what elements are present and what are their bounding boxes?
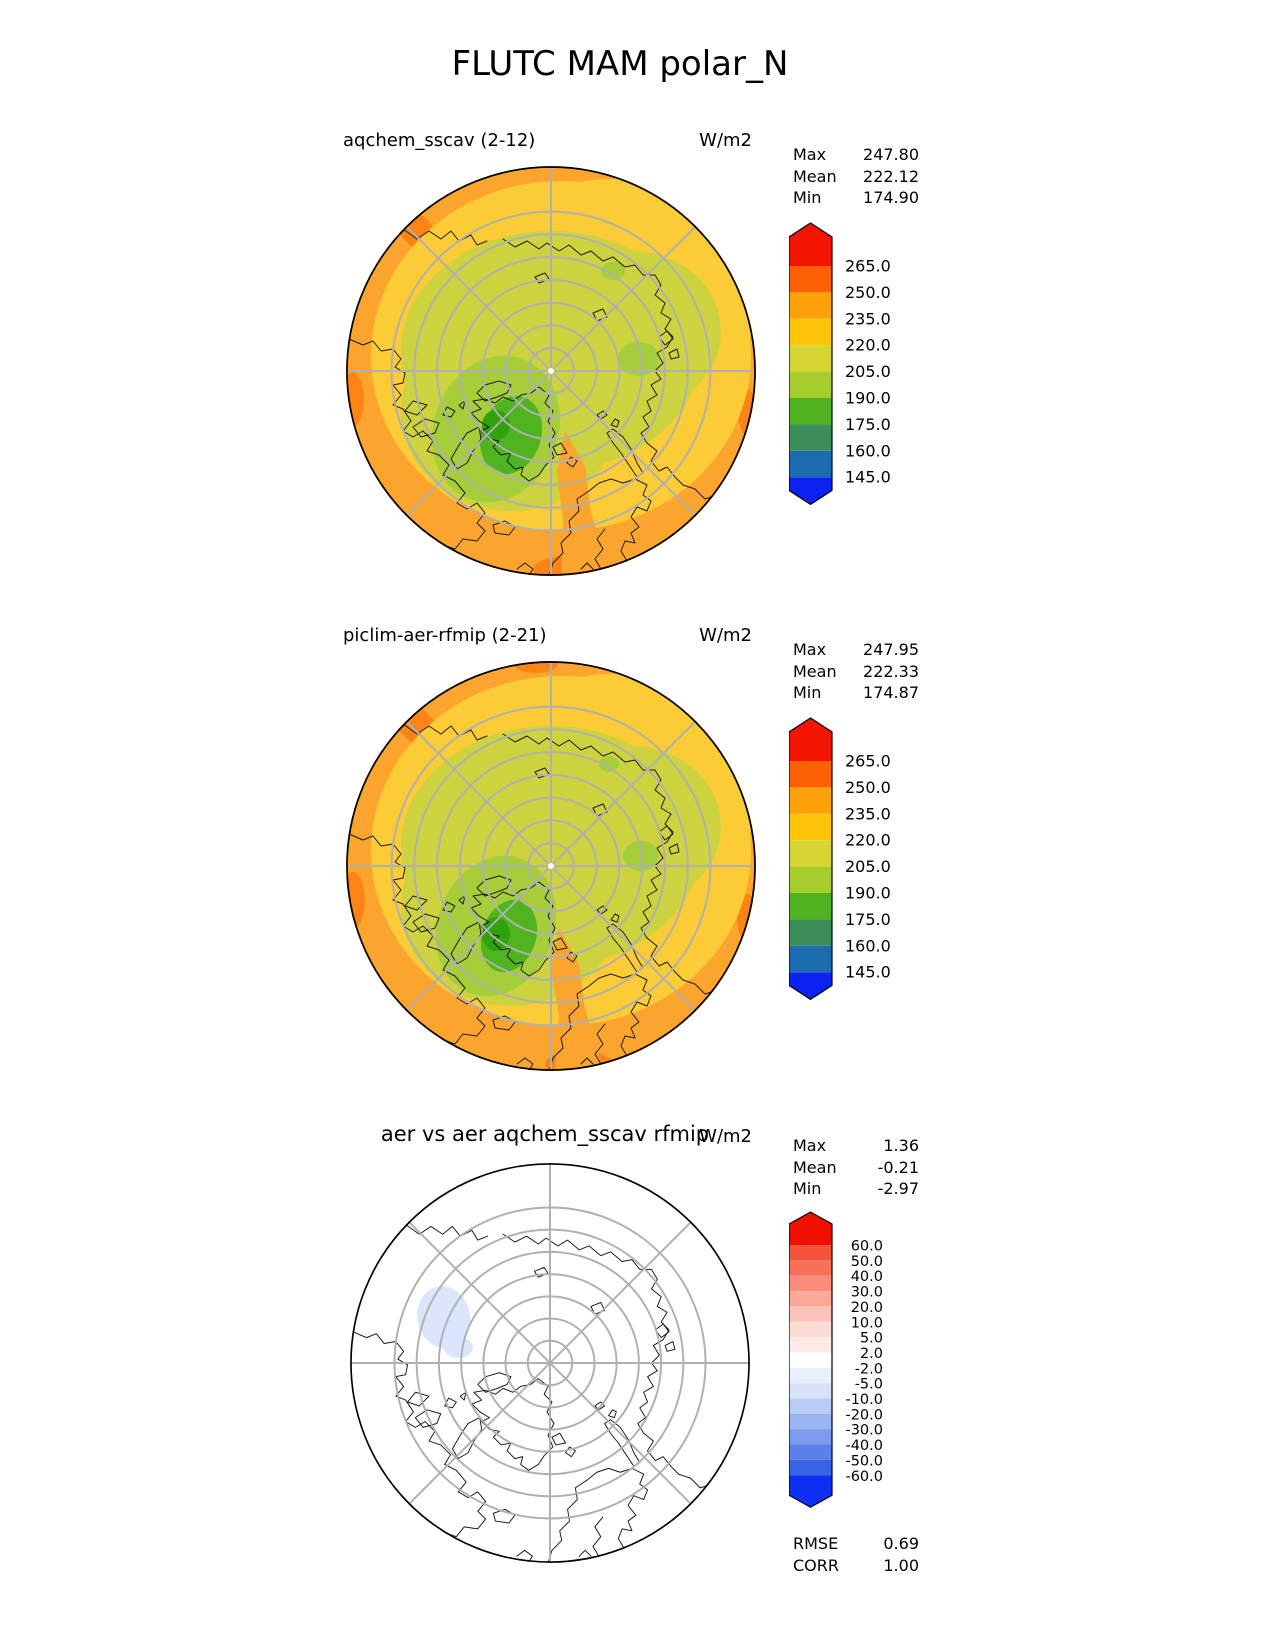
- colorbar-tick-label: 40.0: [850, 1269, 883, 1286]
- colorbar-segment: [789, 398, 832, 424]
- panel1-title: aqchem_sscav (2-12): [343, 130, 536, 151]
- stat-row: Mean -0.21: [793, 1157, 919, 1177]
- colorbar-tick-label: 220.0: [845, 335, 891, 355]
- stat-row: CORR 1.00: [793, 1555, 919, 1575]
- stat-row: Mean 222.33: [793, 661, 919, 681]
- stat-row: Max 247.95: [793, 640, 919, 659]
- panel3-skill-scores: [793, 1533, 919, 1576]
- colorbar-segment: [789, 1212, 832, 1245]
- colorbar-tick-label: 30.0: [850, 1284, 883, 1301]
- colorbar-segment: [789, 1429, 832, 1444]
- figure-title: FLUTC MAM polar_N: [451, 44, 789, 84]
- panel3-stats: [793, 1135, 919, 1200]
- colorbar-segment: [789, 477, 832, 504]
- panel2-stats: [793, 639, 919, 704]
- colorbar-tick-label: 160.0: [845, 936, 891, 956]
- colorbar-tick-label: -5.0: [854, 1376, 883, 1393]
- colorbar-tick-label: 145.0: [845, 962, 891, 982]
- polar-map-1: [346, 166, 756, 576]
- colorbar-segment: [789, 946, 832, 972]
- colorbar-segment: [789, 451, 832, 477]
- colorbar-segment: [789, 1245, 832, 1260]
- colorbar-1: [789, 218, 919, 514]
- colorbar-segment: [789, 266, 832, 292]
- colorbar-tick-label: 250.0: [845, 777, 891, 797]
- colorbar-segment: [789, 1399, 832, 1414]
- colorbar-tick-label: -30.0: [845, 1422, 883, 1439]
- colorbar-segment: [789, 893, 832, 919]
- colorbar-tick-label: 10.0: [850, 1315, 883, 1332]
- stat-row: RMSE 0.69: [793, 1534, 919, 1553]
- stat-row: Max 1.36: [793, 1136, 919, 1155]
- colorbar-segment: [789, 1475, 832, 1507]
- colorbar-tick-label: -50.0: [845, 1453, 883, 1470]
- colorbar-segment: [789, 718, 832, 761]
- stat-row: Min 174.87: [793, 683, 919, 702]
- panel3-units-label: W/m2: [699, 1126, 752, 1147]
- colorbar-segment: [789, 345, 832, 371]
- panel2-title: piclim-aer-rfmip (2-21): [343, 625, 547, 646]
- colorbar-segment: [789, 1306, 832, 1321]
- colorbar-segment: [789, 1260, 832, 1275]
- colorbar-tick-label: 235.0: [845, 804, 891, 824]
- colorbar-segment: [789, 1383, 832, 1398]
- panel1-stats: [793, 144, 919, 209]
- colorbar-tick-label: 205.0: [845, 362, 891, 382]
- stat-row: Mean 222.12: [793, 166, 919, 186]
- colorbar-tick-label: -10.0: [845, 1392, 883, 1408]
- colorbar-segment: [789, 1291, 832, 1306]
- colorbar-tick-label: 220.0: [845, 830, 891, 850]
- colorbar-segment: [789, 867, 832, 893]
- colorbar-segment: [789, 972, 832, 999]
- colorbar-tick-label: 190.0: [845, 883, 891, 903]
- colorbar-segment: [789, 319, 832, 345]
- colorbar-segment: [789, 840, 832, 866]
- polar-map-2: [346, 661, 756, 1071]
- stat-row: Min -2.97: [793, 1179, 919, 1198]
- colorbar-segment: [789, 223, 832, 266]
- colorbar-tick-label: -40.0: [845, 1438, 883, 1455]
- colorbar-segment: [789, 1352, 832, 1367]
- colorbar-tick-label: 250.0: [845, 282, 891, 302]
- colorbar-segment: [789, 787, 832, 813]
- colorbar-3: [789, 1207, 919, 1517]
- colorbar-tick-label: 2.0: [859, 1345, 883, 1362]
- panel3-title: aer vs aer aqchem_sscav rfmip: [380, 1122, 710, 1146]
- colorbar-tick-label: 50.0: [850, 1253, 883, 1270]
- polar-map-3: [350, 1163, 750, 1563]
- colorbar-tick-label: 145.0: [845, 467, 891, 487]
- stat-row: Min 174.90: [793, 188, 919, 207]
- pole-dot: [548, 368, 554, 374]
- colorbar-segment: [789, 1445, 832, 1460]
- colorbar-tick-label: 175.0: [845, 414, 891, 434]
- colorbar-tick-label: 265.0: [845, 751, 891, 771]
- colorbar-segment: [789, 1460, 832, 1475]
- colorbar-segment: [789, 761, 832, 787]
- colorbar-tick-label: 265.0: [845, 256, 891, 276]
- colorbar-tick-label: -2.0: [854, 1361, 883, 1378]
- colorbar-segment: [789, 292, 832, 318]
- colorbar-segment: [789, 372, 832, 398]
- colorbar-segment: [789, 424, 832, 450]
- colorbar-tick-label: 60.0: [850, 1238, 883, 1255]
- colorbar-tick-label: -20.0: [845, 1407, 883, 1424]
- colorbar-tick-label: 5.0: [859, 1330, 883, 1347]
- colorbar-tick-label: 175.0: [845, 909, 891, 929]
- colorbar-tick-label: 160.0: [845, 441, 891, 461]
- colorbar-segment: [789, 1414, 832, 1429]
- panel2-units-label: W/m2: [699, 625, 752, 646]
- colorbar-segment: [789, 919, 832, 945]
- colorbar-segment: [789, 1322, 832, 1337]
- panel1-units-label: W/m2: [699, 130, 752, 151]
- colorbar-tick-label: 235.0: [845, 309, 891, 329]
- colorbar-2: [789, 713, 919, 1009]
- pole-dot: [548, 863, 554, 869]
- colorbar-tick-label: -60.0: [845, 1468, 883, 1485]
- colorbar-tick-label: 20.0: [850, 1299, 883, 1316]
- colorbar-tick-label: 205.0: [845, 857, 891, 877]
- colorbar-segment: [789, 1368, 832, 1383]
- colorbar-segment: [789, 814, 832, 840]
- colorbar-segment: [789, 1276, 832, 1291]
- colorbar-segment: [789, 1337, 832, 1352]
- stat-row: Max 247.80: [793, 145, 919, 164]
- colorbar-tick-label: 190.0: [845, 388, 891, 408]
